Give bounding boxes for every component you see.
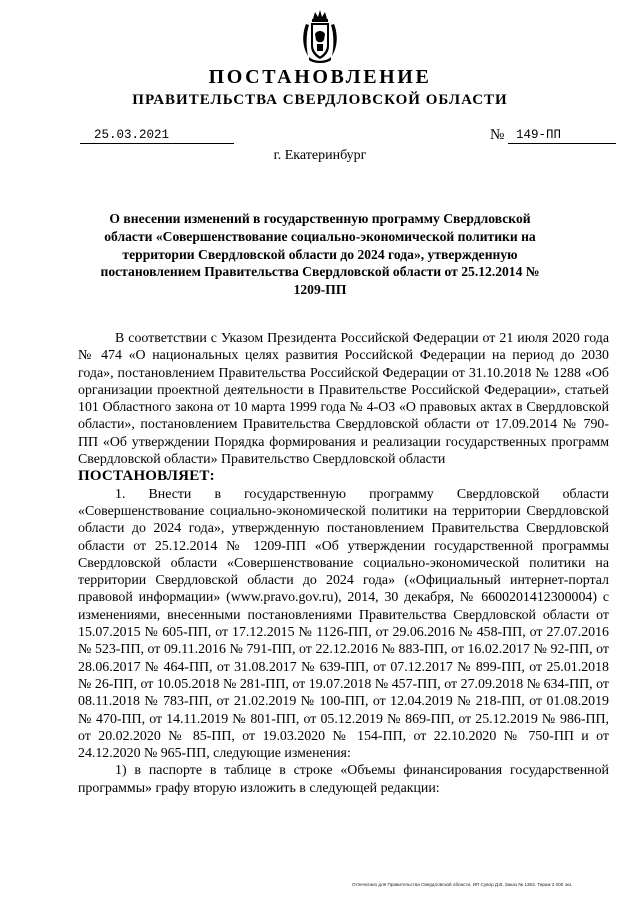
document-date: 25.03.2021 xyxy=(80,128,234,144)
document-heading: О внесении изменений в государственную программу Свердловской области «Совершенствование социально-экономической политики на территории Свердловской области до 2024 года», утвержденную постановлением Правительства Свердловской области от 25.12.2014 № 1209-ПП xyxy=(100,211,540,298)
document-city: г. Екатеринбург xyxy=(273,148,367,163)
preamble-paragraph: В соответствии с Указом Президента Российской Федерации от 21 июля 2020 года № 474 «О национальных целях развития Российской Федерации на период до 2030 года», постановлением Правительства Российской Федерации от 31.10.2018 № 1288 «Об организации проектной деятельности в Правительстве Российской Федерации», статьей 101 Областного закона от 10 марта 1999 года № 4-ОЗ «О правовых актах в Свердловской области», постановлением Правительства Свердловской области от 17.09.2014 № 790-ПП «Об утверждении Порядка формирования и реализации государственных программ Свердловской области» Правительство Свердловской области xyxy=(78,331,609,468)
issuer-subtitle: ПРАВИТЕЛЬСТВА СВЕРДЛОВСКОЙ ОБЛАСТИ xyxy=(132,92,508,108)
coat-of-arms-icon xyxy=(300,10,340,64)
document-number: 149-ПП xyxy=(508,128,616,144)
postanovlyaet-heading: ПОСТАНОВЛЯЕТ: xyxy=(78,468,215,485)
document-body xyxy=(78,330,609,797)
print-footer: Отпечатано для Правительства Свердловской области, ИП Сувор Д.В. Заказ № 1363. Тираж 2 000 экз. xyxy=(352,882,573,887)
number-label: № xyxy=(490,127,505,143)
item-1-1-paragraph: 1) в паспорте в таблице в строке «Объемы финансирования государственной программы» графу вторую изложить в следующей редакции: xyxy=(78,763,609,796)
document-type-title: ПОСТАНОВЛЕНИЕ xyxy=(208,66,432,88)
item-1-paragraph: 1. Внести в государственную программу Свердловской области «Совершенствование социально-экономической политики на территории Свердловской области до 2024 года», утвержденную постановлением Правительства Свердловской области от 25.12.2014 № 1209-ПП «Об утверждении государственной программы Свердловской области «Совершенствование социально-экономической политики на территории Свердловской области до 2024 года» («Официальный интернет-портал правовой информации» (www.pravo.gov.ru), 2014, 30 декабря, № 6600201412300004) с изменениями, внесенными постановлениями Правительства Свердловской области от 15.07.2015 № 605-ПП, от 17.12.2015 № 1126-ПП, от 29.06.2016 № 458-ПП, от 27.07.2016 № 523-ПП, от 09.11.2016 № 791-ПП, от 22.12.2016 № 883-ПП, от 16.02.2017 № 92-ПП, от 28.06.2017 № 464-ПП, от 31.08.2017 № 639-ПП, от 07.12.2017 № 899-ПП, от 25.01.2018 № 26-ПП, от 10.05.2018 № 281-ПП, от 19.07.2018 № 457-ПП, от 27.09.2018 № 634-ПП, от 08.11.2018 № 783-ПП, от 21.02.2019 № 100-ПП, от 12.04.2019 № 218-ПП, от 01.08.2019 № 470-ПП, от 14.11.2019 № 801-ПП, от 05.12.2019 № 869-ПП, от 25.12.2019 № 986-ПП, от 20.02.2020 № 85-ПП, от 19.03.2020 № 154-ПП, от 22.10.2020 № 750-ПП и от 24.12.2020 № 965-ПП, следующие изменения: xyxy=(78,486,609,762)
